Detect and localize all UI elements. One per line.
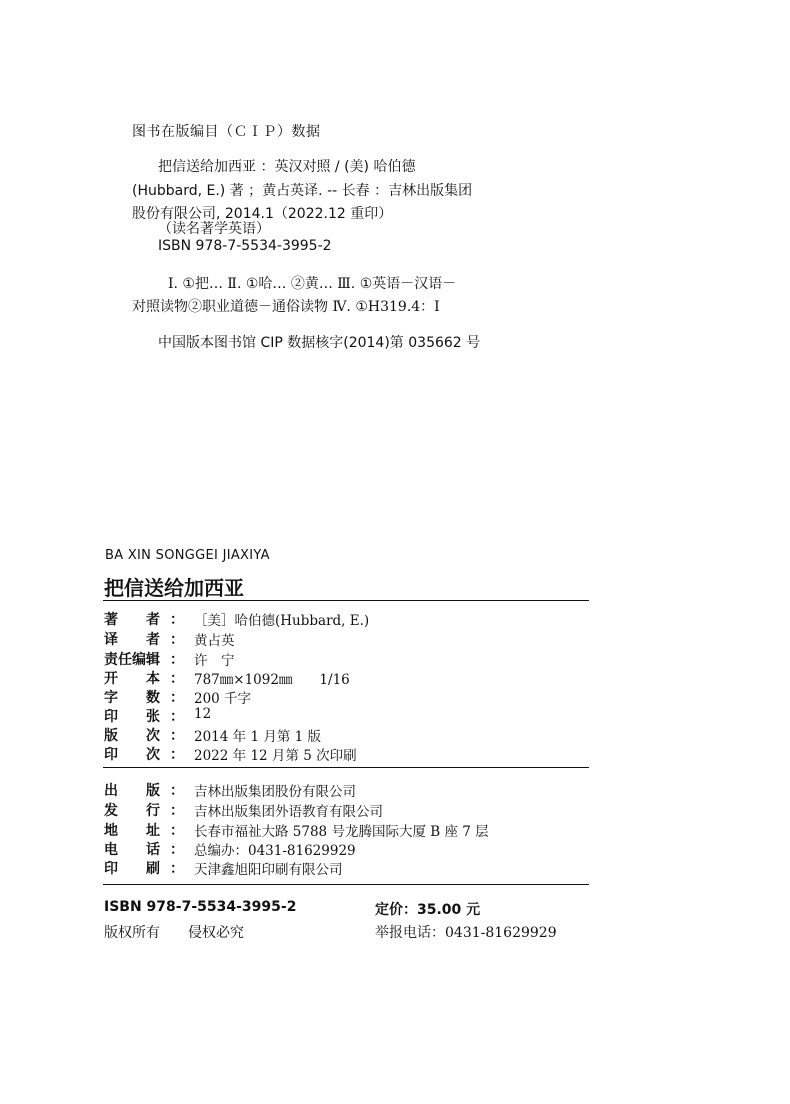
cip-title-line: 把信送给加西亚 ：英汉对照 / (美) 哈伯德 bbox=[158, 159, 416, 175]
publisher-value: 吉林出版集团股份有限公司 bbox=[194, 784, 356, 800]
detail-value: 12 bbox=[194, 706, 212, 722]
pinyin-title: BA XIN SONGGEI JIAXIYA bbox=[105, 548, 270, 563]
cip-publisher-line: 股份有限公司, 2014.1（2022.12 重印） bbox=[132, 206, 393, 222]
cip-heading: 图书在版编目（ＣＩＰ）数据 bbox=[132, 124, 321, 140]
detail-label: 版 次 ： bbox=[104, 728, 184, 744]
detail-label: 字 数 ： bbox=[104, 690, 184, 706]
cip-library-line: 中国版本图书馆 CIP 数据核字(2014)第 035662 号 bbox=[158, 335, 481, 351]
publisher-label: 发 行 ： bbox=[104, 803, 184, 819]
detail-value: 787㎜×1092㎜ 1/16 bbox=[194, 672, 350, 688]
detail-label: 印 张 ： bbox=[104, 709, 184, 725]
footer-price: 定价：35.00 元 bbox=[375, 902, 481, 918]
detail-value: 200 千字 bbox=[194, 691, 252, 707]
publisher-value: 天津鑫旭阳印刷有限公司 bbox=[194, 862, 343, 878]
divider-top bbox=[103, 600, 589, 601]
publisher-value: 吉林出版集团外语教育有限公司 bbox=[194, 804, 383, 820]
detail-label: 译 者 ： bbox=[104, 632, 184, 648]
cip-isbn-line: ISBN 978-7-5534-3995-2 bbox=[158, 238, 332, 254]
divider-middle bbox=[103, 767, 589, 768]
footer-isbn: ISBN 978-7-5534-3995-2 bbox=[104, 899, 297, 915]
cip-subject-line-1: Ⅰ. ①把… Ⅱ. ①哈… ②黄… Ⅲ. ①英语－汉语－ bbox=[168, 276, 457, 292]
cip-subject-line-2: 对照读物②职业道德－通俗读物 Ⅳ. ①H319.4：Ⅰ bbox=[132, 299, 440, 315]
detail-value: 2022 年 12 月第 5 次印刷 bbox=[194, 748, 357, 764]
publisher-label: 出 版 ： bbox=[104, 783, 184, 799]
publisher-value: 总编办：0431-81629929 bbox=[194, 843, 356, 859]
detail-label: 印 次 ： bbox=[104, 747, 184, 763]
footer-report-phone: 举报电话：0431-81629929 bbox=[375, 925, 557, 941]
detail-value: 黄占英 bbox=[194, 633, 235, 649]
publisher-value: 长春市福祉大路 5788 号龙腾国际大厦 B 座 7 层 bbox=[194, 824, 489, 840]
footer-rights: 版权所有 侵权必究 bbox=[104, 925, 244, 941]
detail-label: 著 者 ： bbox=[104, 612, 184, 628]
publisher-label: 电 话 ： bbox=[104, 842, 184, 858]
cip-author-line: (Hubbard, E.) 著 ；黄占英译. -- 长春 ：吉林出版集团 bbox=[132, 183, 473, 199]
detail-label: 开 本 ： bbox=[104, 671, 184, 687]
divider-bottom bbox=[103, 884, 589, 885]
publisher-label: 印 刷 ： bbox=[104, 861, 184, 877]
detail-value: 许 宁 bbox=[194, 653, 235, 669]
chinese-title: 把信送给加西亚 bbox=[104, 576, 244, 600]
detail-value: ［美］哈伯德(Hubbard, E.) bbox=[194, 613, 370, 629]
detail-label: 责任编辑 ： bbox=[104, 652, 184, 668]
detail-value: 2014 年 1 月第 1 版 bbox=[194, 729, 321, 745]
cip-series-line: （读名著学英语） bbox=[158, 221, 270, 237]
publisher-label: 地 址 ： bbox=[104, 823, 184, 839]
